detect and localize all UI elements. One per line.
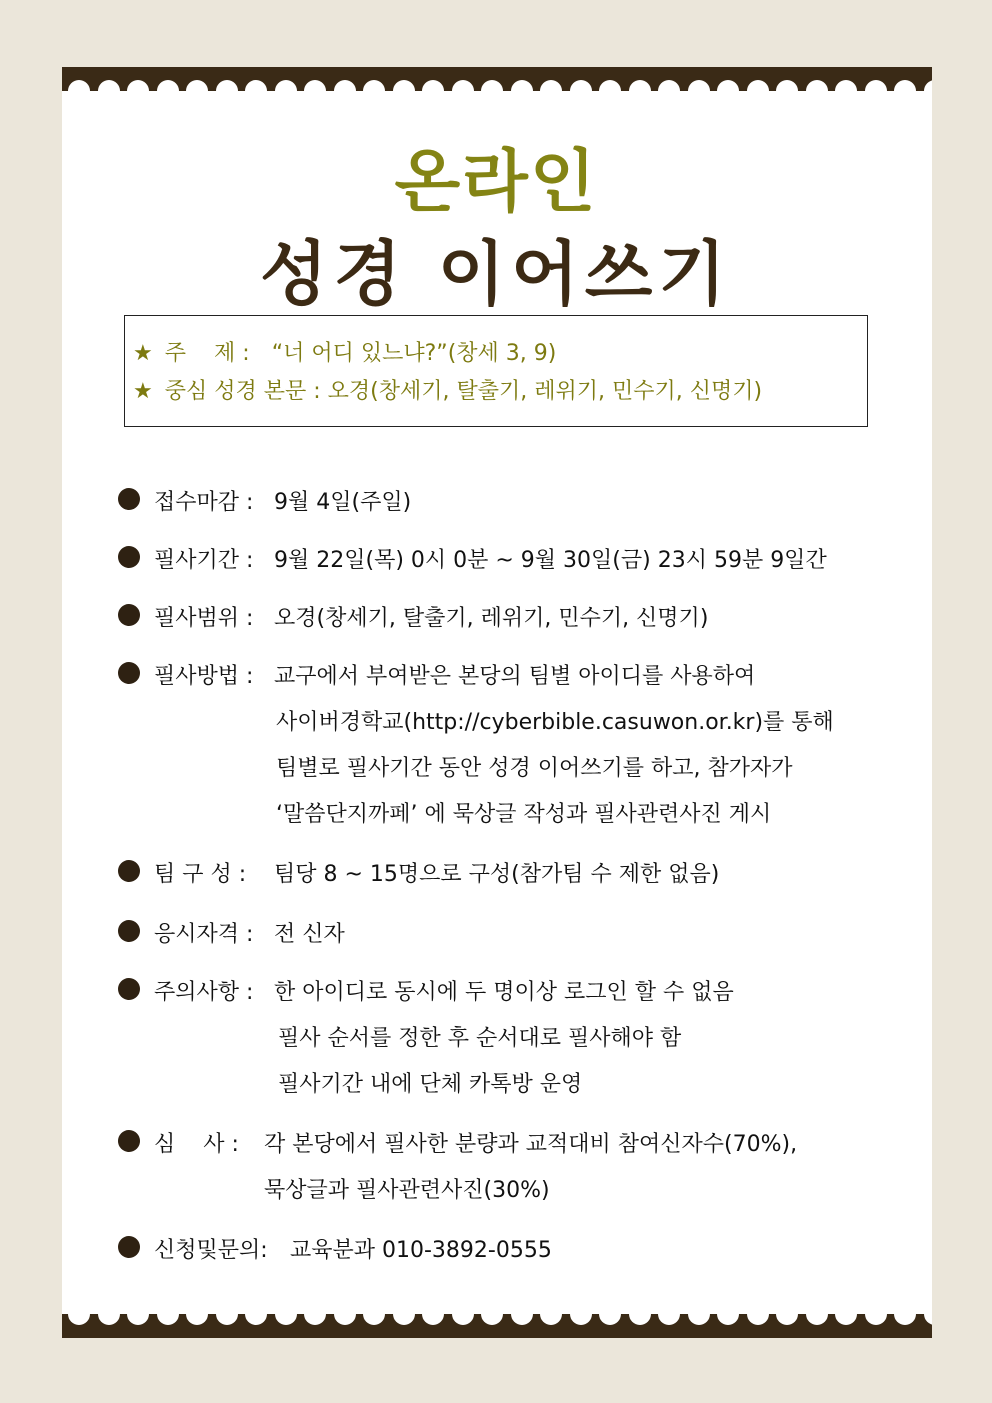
scallop-dot <box>393 1314 415 1325</box>
item-value: 전 신자 <box>274 922 345 947</box>
item-value: 오경(창세기, 탈출기, 레위기, 민수기, 신명기) <box>274 606 709 631</box>
scallop-dot <box>98 1314 120 1325</box>
scallop-dot <box>806 80 828 91</box>
scallop-dot <box>363 80 385 91</box>
scallop-dot <box>629 1314 651 1325</box>
top-perforated-border <box>62 67 932 91</box>
item-label: 필사방법 : <box>154 664 254 689</box>
title-line-2: 성경 이어쓰기 <box>259 233 733 315</box>
scallop-dot <box>570 1314 592 1325</box>
scallop-dot <box>688 80 710 91</box>
item-value: 9월 4일(주일) <box>274 490 412 515</box>
scallop-dot <box>452 1314 474 1325</box>
title-line-1: 온라인 <box>394 143 598 222</box>
central-text-value: 오경(창세기, 탈출기, 레위기, 민수기, 신명기) <box>327 379 763 404</box>
item-value-continued: 사이버경학교(http://cyberbible.casuwon.or.kr)를 통해 <box>276 710 834 735</box>
scallop-dot <box>717 1314 739 1325</box>
scallop-dot <box>540 1314 562 1325</box>
scallop-dot <box>157 1314 179 1325</box>
scallop-dot <box>511 1314 533 1325</box>
item-value: 한 아이디로 동시에 두 명이상 로그인 할 수 없음 <box>274 980 734 1005</box>
scallop-dot <box>629 80 651 91</box>
scallop-dot <box>747 1314 769 1325</box>
item-value-continued: 필사 순서를 정한 후 순서대로 필사해야 함 <box>278 1026 682 1051</box>
scallop-dot <box>894 80 916 91</box>
scallop-dot <box>511 80 533 91</box>
scallop-dot <box>245 80 267 91</box>
scallop-dot <box>747 80 769 91</box>
scallop-dot <box>688 1314 710 1325</box>
bullet-icon <box>118 488 140 510</box>
scallop-dot <box>216 80 238 91</box>
scallop-dot <box>658 80 680 91</box>
item-label: 필사기간 : <box>154 548 254 573</box>
scallop-dot <box>658 1314 680 1325</box>
bullet-icon <box>118 920 140 942</box>
scallop-dot <box>422 1314 444 1325</box>
item-label: 접수마감 : <box>154 490 254 515</box>
central-text-label: 중심 성경 본문 : <box>164 379 321 404</box>
scallop-dot <box>599 80 621 91</box>
central-text-row <box>133 374 762 405</box>
scallop-dot <box>186 80 208 91</box>
scallop-dot <box>68 80 90 91</box>
bullet-icon <box>118 662 140 684</box>
item-label: 신청및문의: <box>154 1238 268 1263</box>
theme-label: 주 제 : <box>164 341 250 366</box>
item-label: 심 사 : <box>154 1132 239 1157</box>
scallop-dot <box>422 80 444 91</box>
item-label: 필사범위 : <box>154 606 254 631</box>
scallop-dot <box>127 1314 149 1325</box>
scallop-dot <box>186 1314 208 1325</box>
scallop-dot <box>334 80 356 91</box>
theme-box <box>124 315 868 427</box>
bullet-icon <box>118 978 140 1000</box>
scallop-dot <box>894 1314 916 1325</box>
item-value: 교구에서 부여받은 본당의 팀별 아이디를 사용하여 <box>274 664 756 689</box>
item-label: 응시자격 : <box>154 922 254 947</box>
bullet-icon <box>118 604 140 626</box>
scallop-dot <box>865 80 887 91</box>
item-value: 교육분과 010-3892-0555 <box>290 1238 552 1263</box>
bullet-icon <box>118 1130 140 1152</box>
scallop-dot <box>275 80 297 91</box>
bullet-icon <box>118 860 140 882</box>
item-label: 팀 구 성 : <box>154 862 247 887</box>
bullet-icon <box>118 546 140 568</box>
scallop-dot <box>363 1314 385 1325</box>
scallop-dot <box>452 80 474 91</box>
scallop-dot <box>924 1314 933 1325</box>
item-label: 주의사항 : <box>154 980 254 1005</box>
scallop-dot <box>216 1314 238 1325</box>
scallop-dot <box>481 1314 503 1325</box>
scallop-dot <box>599 1314 621 1325</box>
scallop-dot <box>98 80 120 91</box>
scallop-dot <box>540 80 562 91</box>
scallop-dot <box>776 1314 798 1325</box>
scallop-dot <box>717 80 739 91</box>
scallop-dot <box>275 1314 297 1325</box>
item-value: 각 본당에서 필사한 분량과 교적대비 참여신자수(70%), <box>264 1132 798 1157</box>
star-icon: ★ <box>133 341 153 366</box>
scallop-dot <box>68 1314 90 1325</box>
item-value-continued: 팀별로 필사기간 동안 성경 이어쓰기를 하고, 참가자가 <box>276 756 793 781</box>
bottom-perforated-border <box>62 1314 932 1338</box>
item-value-continued: ‘말씀단지까페’ 에 묵상글 작성과 필사관련사진 게시 <box>276 802 772 827</box>
scallop-dot <box>304 80 326 91</box>
scallop-dot <box>835 1314 857 1325</box>
scallop-dot <box>393 80 415 91</box>
item-value: 9월 22일(목) 0시 0분 ~ 9월 30일(금) 23시 59분 9일간 <box>274 548 827 573</box>
theme-row <box>133 336 556 367</box>
scallop-dot <box>776 80 798 91</box>
scallop-dot <box>304 1314 326 1325</box>
scallop-dot <box>481 80 503 91</box>
item-value-continued: 묵상글과 필사관련사진(30%) <box>264 1178 550 1203</box>
scallop-dot <box>245 1314 267 1325</box>
item-value-continued: 필사기간 내에 단체 카톡방 운영 <box>278 1072 583 1097</box>
scallop-dot <box>865 1314 887 1325</box>
scallop-dot <box>157 80 179 91</box>
item-value: 팀당 8 ~ 15명으로 구성(참가팀 수 제한 없음) <box>274 862 720 887</box>
scallop-dot <box>835 80 857 91</box>
star-icon: ★ <box>133 379 153 404</box>
scallop-dot <box>924 80 933 91</box>
bullet-icon <box>118 1236 140 1258</box>
theme-value: “너 어디 있느냐?”(창세 3, 9) <box>271 341 557 366</box>
scallop-dot <box>570 80 592 91</box>
scallop-dot <box>806 1314 828 1325</box>
scallop-dot <box>127 80 149 91</box>
scallop-dot <box>334 1314 356 1325</box>
